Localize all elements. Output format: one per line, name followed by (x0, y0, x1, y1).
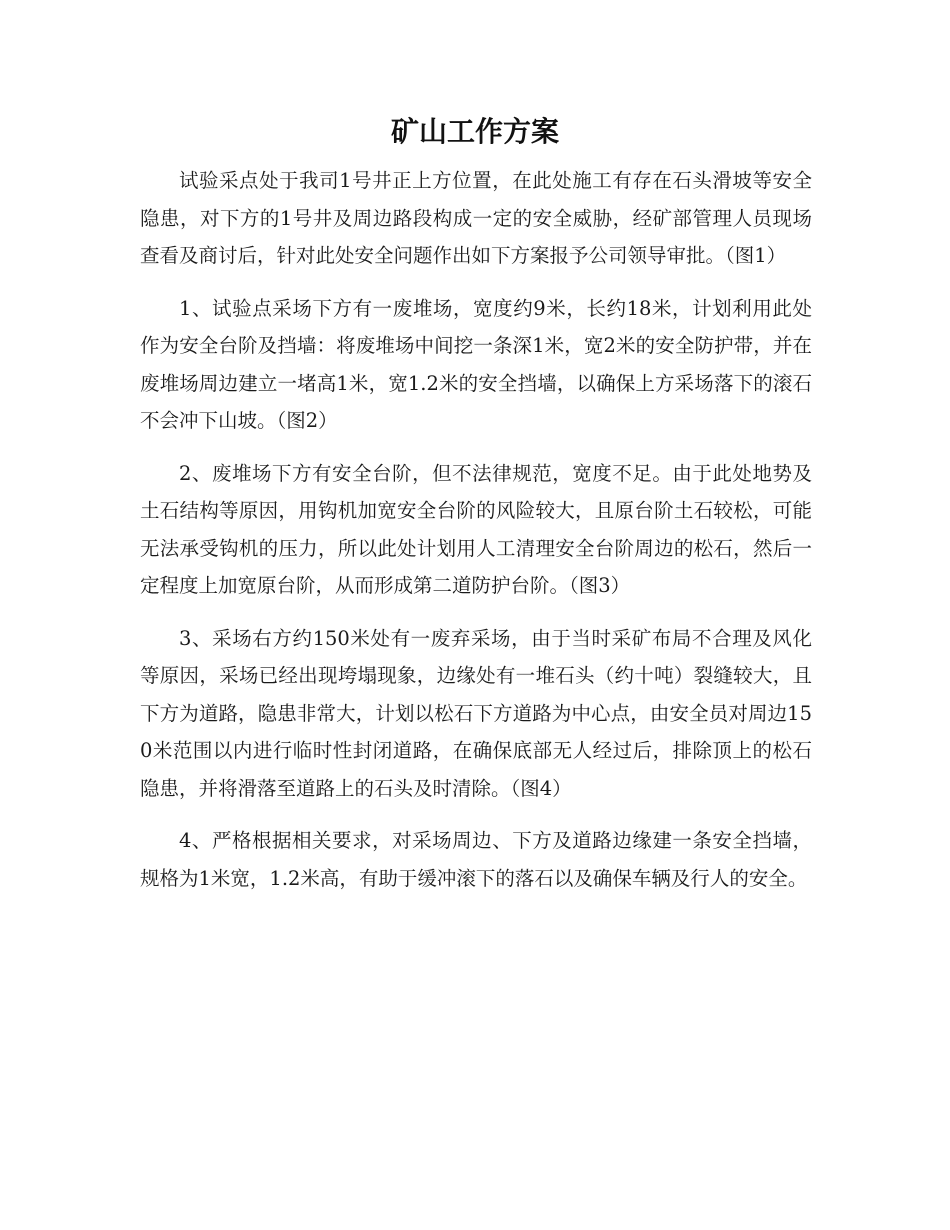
document-body (140, 162, 812, 912)
paragraph-item-1: 1、试验点采场下方有一废堆场，宽度约9米，长约18米，计划利用此处作为安全台阶及挡墙：将废堆场中间挖一条深1米，宽2米的安全防护带，并在废堆场周边建立一堵高1米，宽1.2米的安全挡墙，以确保上方采场落下的滚石不会冲下山坡。（图2） (140, 296, 812, 432)
paragraph-item-2: 2、废堆场下方有安全台阶，但不法律规范，宽度不足。由于此处地势及土石结构等原因，用钩机加宽安全台阶的风险较大，且原台阶土石较松，可能无法承受钩机的压力，所以此处计划用人工清理安全台阶周边的松石，然后一定程度上加宽原台阶，从而形成第二道防护台阶。（图3） (140, 461, 812, 597)
paragraph-item-4: 4、严格根据相关要求，对采场周边、下方及道路边缘建一条安全挡墙，规格为1米宽，1.2米高，有助于缓冲滚下的落石以及确保车辆及行人的安全。 (140, 829, 812, 890)
paragraph-item-3: 3、采场右方约150米处有一废弃采场，由于当时采矿布局不合理及风化等原因，采场已经出现垮塌现象，边缘处有一堆石头（约十吨）裂缝较大，且下方为道路，隐患非常大，计划以松石下方道路为中心点，由安全员对周边150米范围以内进行临时性封闭道路，在确保底部无人经过后，排除顶上的松石隐患，并将滑落至道路上的石头及时清除。（图4） (140, 626, 812, 800)
document-title: 矿山工作方案 (390, 115, 559, 148)
paragraph-intro: 试验采点处于我司1号井正上方位置，在此处施工有存在石头滑坡等安全隐患，对下方的1号井及周边路段构成一定的安全威胁，经矿部管理人员现场查看及商讨后，针对此处安全问题作出如下方案报予公司领导审批。（图1） (140, 169, 812, 267)
